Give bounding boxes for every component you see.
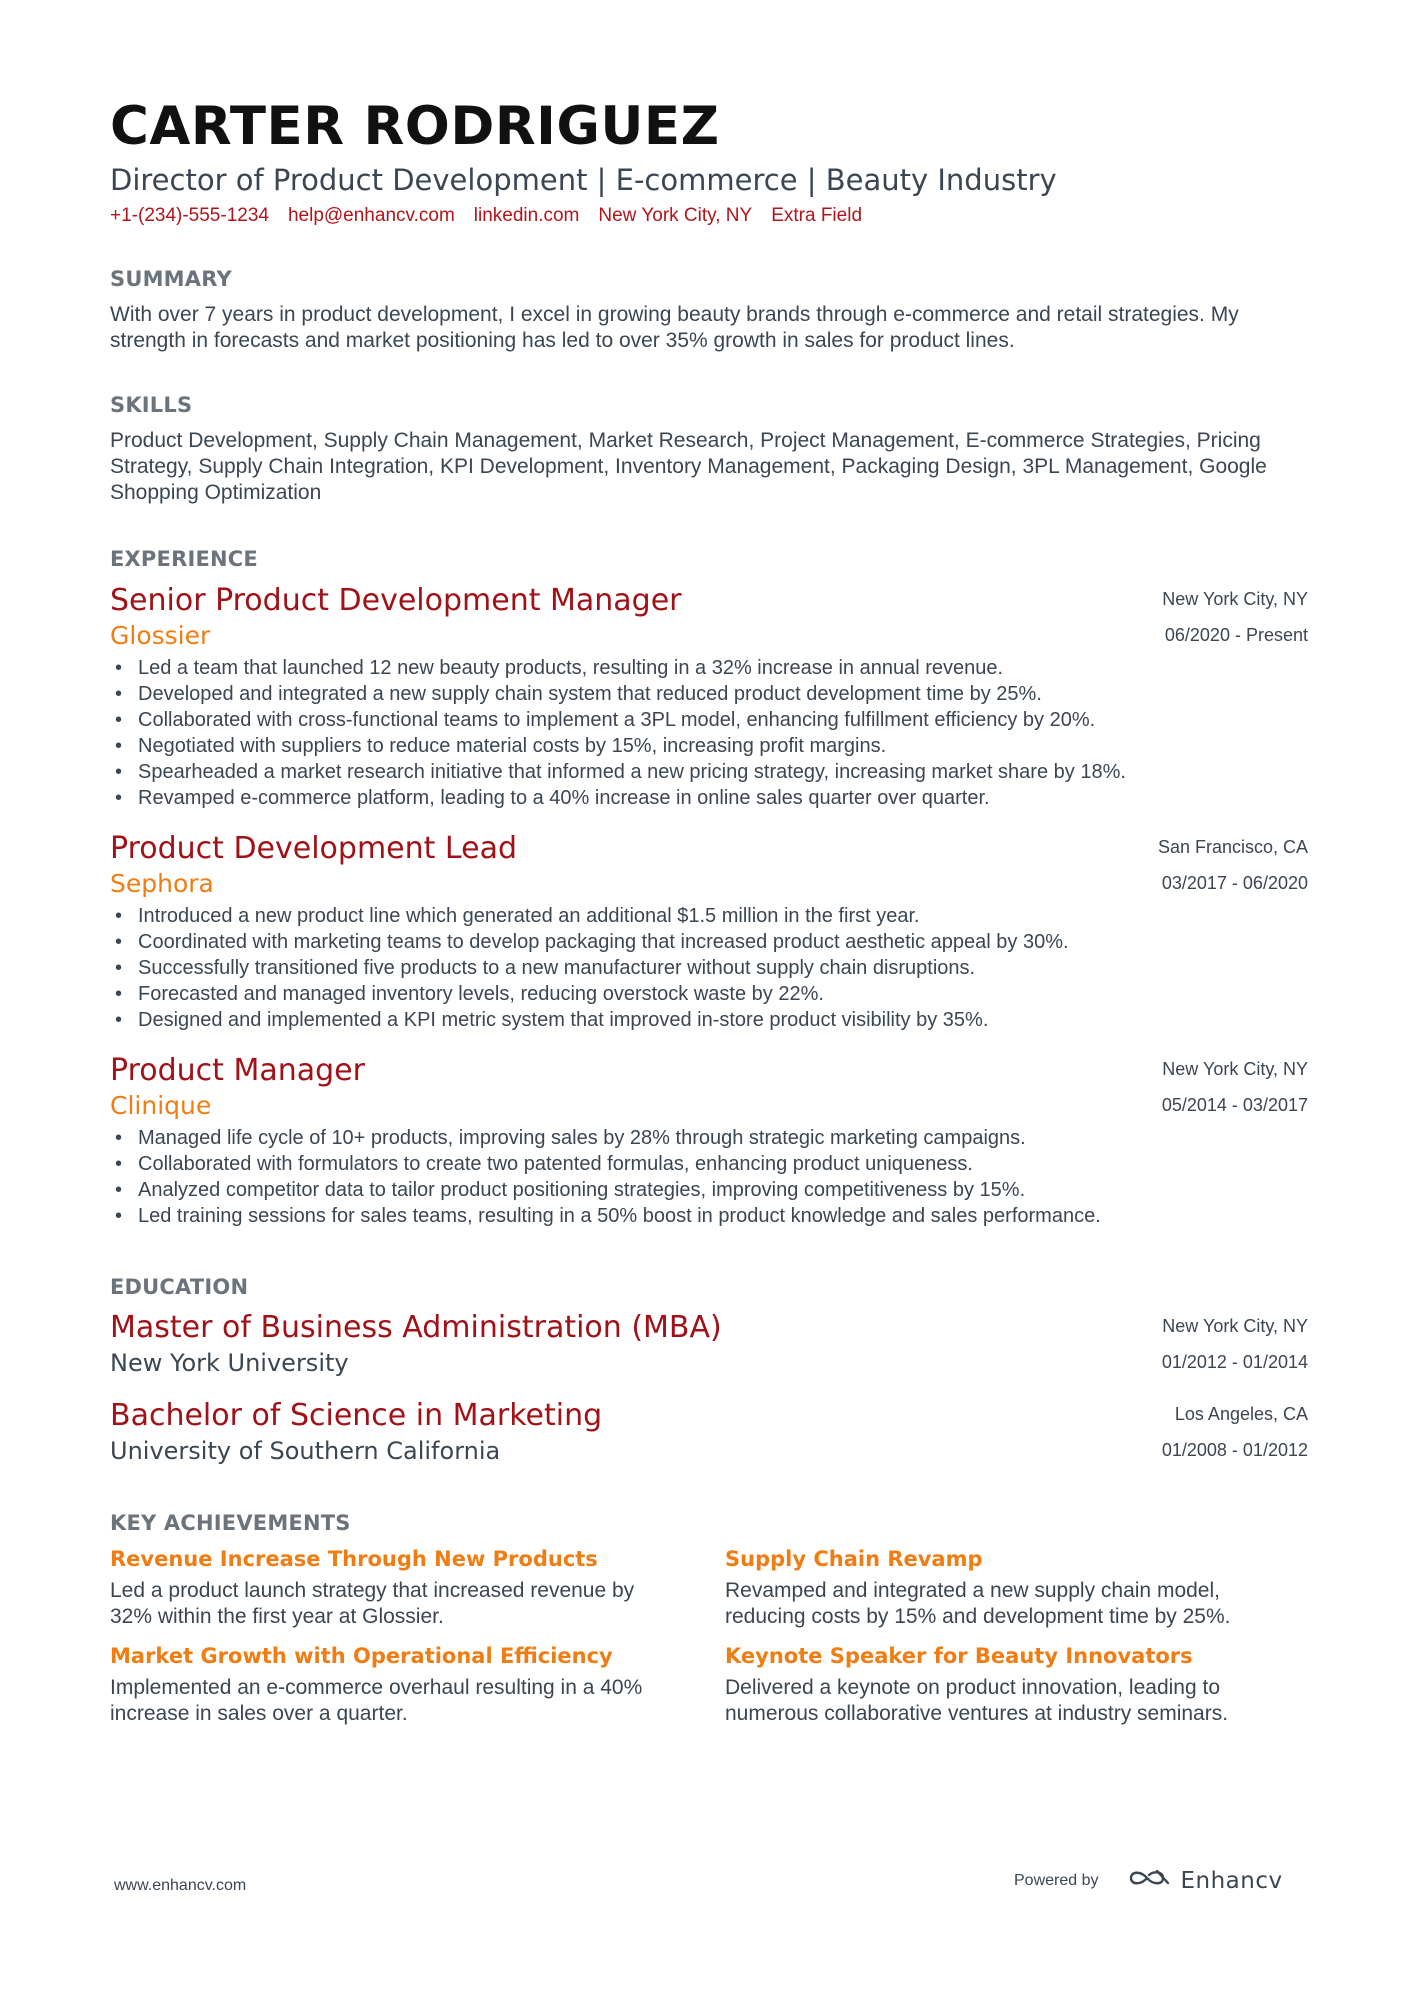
contact-location: New York City, NY bbox=[598, 205, 753, 226]
company-name: Glossier bbox=[110, 621, 211, 650]
education-entry bbox=[110, 1396, 1308, 1466]
achievement-title: Market Growth with Operational Efficiency bbox=[110, 1644, 613, 1668]
contact-extra-field: Extra Field bbox=[771, 205, 863, 226]
footer-branding bbox=[1014, 1866, 1283, 1895]
job-location: San Francisco, CA bbox=[1157, 837, 1308, 857]
education-dates: 01/2012 - 01/2014 bbox=[1161, 1352, 1308, 1372]
job-bullets bbox=[110, 903, 1308, 1033]
job-title: Product Development Lead bbox=[110, 831, 518, 866]
bullet-item: • Coordinated with marketing teams to develop packaging that increased product aesthetic appeal by 30%. bbox=[110, 929, 1308, 955]
achievements-title: KEY ACHIEVEMENTS bbox=[110, 1511, 351, 1535]
experience-entry bbox=[110, 829, 1308, 1033]
contact-email[interactable]: help@enhancv.com bbox=[287, 205, 455, 226]
education-entry bbox=[110, 1308, 1308, 1378]
degree-title: Bachelor of Science in Marketing bbox=[110, 1398, 603, 1433]
experience-entry bbox=[110, 581, 1308, 811]
skills-title: SKILLS bbox=[110, 393, 193, 417]
education-location: Los Angeles, CA bbox=[1174, 1404, 1308, 1424]
powered-by-label: Powered by bbox=[1014, 1871, 1099, 1889]
job-meta bbox=[1162, 581, 1308, 653]
achievement-title: Keynote Speaker for Beauty Innovators bbox=[725, 1644, 1193, 1668]
job-meta bbox=[1162, 1051, 1308, 1123]
experience-entry bbox=[110, 1051, 1308, 1229]
skills-text: Product Development, Supply Chain Management, Market Research, Project Management, E-commerce Strategies, Pricing Strategy, Supply Chain Integration, KPI Development, Inventory Management, Packaging Design, 3PL Management, Google Shopping Optimization bbox=[110, 429, 1267, 504]
job-dates: 06/2020 - Present bbox=[1164, 625, 1308, 645]
job-title: Product Manager bbox=[110, 1053, 365, 1088]
headline: Director of Product Development | E-commerce | Beauty Industry bbox=[110, 163, 1057, 197]
school-name: New York University bbox=[110, 1349, 349, 1377]
education-location: New York City, NY bbox=[1162, 1316, 1308, 1336]
job-meta bbox=[1158, 829, 1308, 901]
achievement-item bbox=[725, 1641, 1308, 1727]
summary-title: SUMMARY bbox=[110, 267, 232, 291]
contact-linkedin[interactable]: linkedin.com bbox=[473, 205, 580, 226]
summary-text: With over 7 years in product development, I excel in growing beauty brands through e-commerce and retail strategies. My strength in forecasts and market positioning has led to over 35% growth in sales for product lines. bbox=[110, 303, 1239, 352]
job-location: New York City, NY bbox=[1162, 1059, 1308, 1079]
resume-page bbox=[110, 95, 1308, 1727]
school-name: University of Southern California bbox=[110, 1437, 501, 1465]
achievement-item bbox=[110, 1544, 725, 1630]
bullet-item: • Negotiated with suppliers to reduce material costs by 15%, increasing profit margins. bbox=[110, 733, 1308, 759]
company-name: Sephora bbox=[110, 869, 214, 898]
bullet-item: • Led training sessions for sales teams, resulting in a 50% boost in product knowledge and sales performance. bbox=[110, 1203, 1308, 1229]
education-section bbox=[110, 1273, 1308, 1466]
experience-title: EXPERIENCE bbox=[110, 547, 258, 571]
bullet-item: • Developed and integrated a new supply chain system that reduced product development time by 25%. bbox=[110, 681, 1308, 707]
achievement-text: Implemented an e-commerce overhaul resulting in a 40% increase in sales over a quarter. bbox=[110, 1676, 643, 1725]
experience-section bbox=[110, 545, 1308, 1229]
bullet-item: • Led a team that launched 12 new beauty products, resulting in a 32% increase in annual revenue. bbox=[110, 655, 1308, 681]
job-title: Senior Product Development Manager bbox=[110, 583, 682, 618]
contact-list bbox=[110, 203, 1308, 229]
candidate-name: CARTER RODRIGUEZ bbox=[110, 96, 720, 157]
achievement-title: Supply Chain Revamp bbox=[725, 1547, 983, 1571]
achievement-text: Delivered a keynote on product innovation, leading to numerous collaborative ventures at industry seminars. bbox=[725, 1676, 1229, 1725]
achievement-text: Revamped and integrated a new supply chain model, reducing costs by 15% and development time by 25%. bbox=[725, 1579, 1231, 1628]
bullet-item: • Analyzed competitor data to tailor product positioning strategies, improving competitiveness by 15%. bbox=[110, 1177, 1308, 1203]
job-dates: 05/2014 - 03/2017 bbox=[1161, 1095, 1308, 1115]
bullet-item: • Designed and implemented a KPI metric system that improved in-store product visibility by 35%. bbox=[110, 1007, 1308, 1033]
summary-section bbox=[110, 265, 1308, 354]
bullet-item: • Revamped e-commerce platform, leading to a 40% increase in online sales quarter over quarter. bbox=[110, 785, 1308, 811]
skills-section bbox=[110, 391, 1308, 506]
education-dates: 01/2008 - 01/2012 bbox=[1161, 1440, 1308, 1460]
job-location: New York City, NY bbox=[1162, 589, 1308, 609]
bullet-item: • Collaborated with cross-functional teams to implement a 3PL model, enhancing fulfillment efficiency by 20%. bbox=[110, 707, 1308, 733]
contact-phone[interactable]: +1-(234)-555-1234 bbox=[110, 205, 269, 226]
job-dates: 03/2017 - 06/2020 bbox=[1161, 873, 1308, 893]
achievement-item bbox=[110, 1641, 725, 1727]
job-bullets bbox=[110, 1125, 1308, 1229]
achievements-grid bbox=[110, 1544, 1308, 1727]
achievement-text: Led a product launch strategy that increased revenue by 32% within the first year at Glossier. bbox=[110, 1579, 635, 1628]
enhancv-brand-name: Enhancv bbox=[1180, 1867, 1283, 1894]
enhancv-logo-icon bbox=[1127, 1866, 1171, 1895]
company-name: Clinique bbox=[110, 1091, 212, 1120]
bullet-item: • Spearheaded a market research initiative that informed a new pricing strategy, increasing market share by 18%. bbox=[110, 759, 1308, 785]
achievement-item bbox=[725, 1544, 1308, 1630]
bullet-item: • Collaborated with formulators to create two patented formulas, enhancing product uniqueness. bbox=[110, 1151, 1308, 1177]
education-title: EDUCATION bbox=[110, 1275, 249, 1299]
education-meta bbox=[1162, 1396, 1308, 1468]
education-meta bbox=[1162, 1308, 1308, 1380]
bullet-item: • Successfully transitioned five products to a new manufacturer without supply chain disruptions. bbox=[110, 955, 1308, 981]
achievements-section bbox=[110, 1509, 1308, 1727]
footer-website[interactable]: www.enhancv.com bbox=[114, 1877, 247, 1894]
bullet-item: • Managed life cycle of 10+ products, improving sales by 28% through strategic marketing campaigns. bbox=[110, 1125, 1308, 1151]
degree-title: Master of Business Administration (MBA) bbox=[110, 1310, 722, 1345]
job-bullets bbox=[110, 655, 1308, 811]
bullet-item: • Forecasted and managed inventory levels, reducing overstock waste by 22%. bbox=[110, 981, 1308, 1007]
bullet-item: • Introduced a new product line which generated an additional $1.5 million in the first year. bbox=[110, 903, 1308, 929]
achievement-title: Revenue Increase Through New Products bbox=[110, 1547, 598, 1571]
